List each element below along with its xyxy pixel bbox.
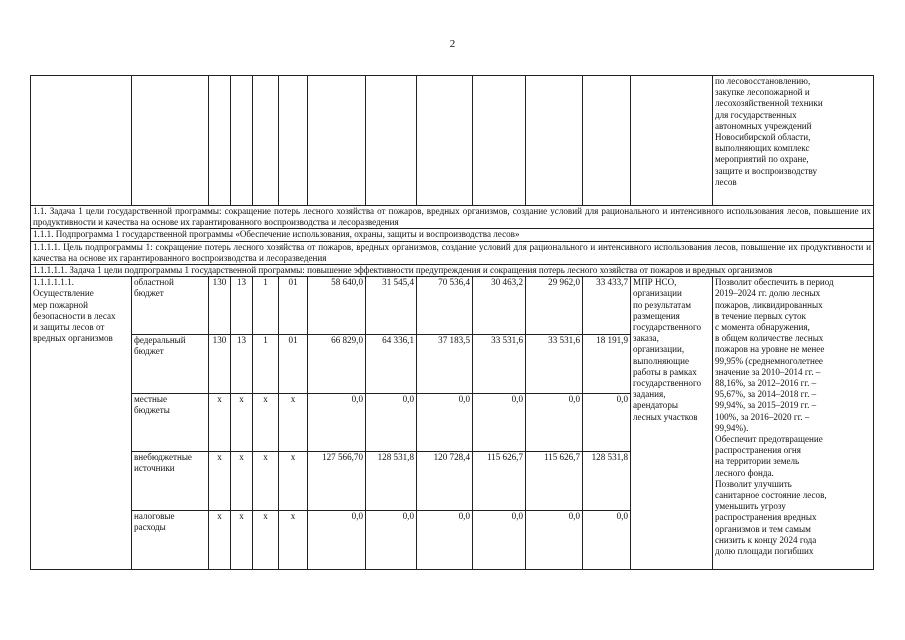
pr-code: х: [253, 452, 279, 511]
empty-cell: [231, 76, 253, 206]
value-cell: 0,0: [417, 511, 473, 570]
value-cell: 58 640,0: [308, 277, 366, 335]
value-cell: 66 829,0: [308, 335, 366, 394]
value-cell: 30 463,2: [473, 277, 526, 335]
value-cell: 33 531,6: [473, 335, 526, 394]
value-cell: 0,0: [473, 394, 526, 452]
empty-cell: [132, 76, 209, 206]
rz-code: х: [231, 452, 253, 511]
empty-cell: [631, 76, 713, 206]
empty-cell: [31, 76, 132, 206]
funding-source: федеральный бюджет: [132, 335, 209, 394]
funding-source: внебюджетные источники: [132, 452, 209, 511]
value-cell: 115 626,7: [526, 452, 583, 511]
value-cell: 29 962,0: [526, 277, 583, 335]
cs-code: 01: [279, 335, 308, 394]
grbs-code: х: [209, 452, 231, 511]
pr-code: х: [253, 394, 279, 452]
value-cell: 33 531,6: [526, 335, 583, 394]
empty-cell: [583, 76, 631, 206]
subprogram-goal-heading: 1.1.1.1. Цель подпрограммы 1: сокращение потерь лесного хозяйства от пожаров, вредных организмов, создание условий для рационального и интенсивного использования лесов, повышение их продуктивности и качества на основе их гарантированного воспроизводства и лесоразведения: [31, 241, 874, 264]
empty-cell: [209, 76, 231, 206]
pr-code: 1: [253, 335, 279, 394]
value-cell: 0,0: [366, 511, 417, 570]
continued-row: [31, 76, 874, 206]
subprogram-heading: 1.1.1. Подпрограмма 1 государственной программы «Обеспечение использования, охраны, защиты и воспроизводства лесов»: [31, 229, 874, 241]
rz-code: х: [231, 511, 253, 570]
task-heading: 1.1. Задача 1 цели государственной программы: сокращение потерь лесного хозяйства от пожаров, вредных организмов, создание условий для рационального и интенсивного использования лесов, повышение их продуктивности и качества на основе их гарантированного воспроизводства и лесоразведения: [31, 206, 874, 229]
value-cell: 0,0: [417, 394, 473, 452]
page-number: 2: [449, 38, 456, 50]
pr-code: 1: [253, 277, 279, 335]
value-cell: 0,0: [583, 394, 631, 452]
measure-executor: МПР НСО, организации по результатам размещения государственного заказа, организации, выполняющие работы в рамках государственного задания, арендаторы лесных участков: [631, 277, 713, 570]
value-cell: 0,0: [526, 394, 583, 452]
result-continued-text: по лесовосстановлению, закупке лесопожарной и лесохозяйственной техники для государственных автономных учреждений Новосибирской области, выполняющих комплекс мероприятий по охране, защите и воспроизводству лесов: [713, 76, 874, 206]
subprogram-task-heading: 1.1.1.1.1. Задача 1 цели подпрограммы 1 государственной программы: повышение эффективности предупреждения и сокращения потерь лесного хозяйства от пожаров и вредных организмов: [31, 265, 874, 277]
value-cell: 18 191,9: [583, 335, 631, 394]
rz-code: х: [231, 394, 253, 452]
program-measures-table: [30, 75, 874, 570]
value-cell: 128 531,8: [583, 452, 631, 511]
cs-code: х: [279, 452, 308, 511]
value-cell: 115 626,7: [473, 452, 526, 511]
empty-cell: [366, 76, 417, 206]
rz-code: 13: [231, 277, 253, 335]
empty-cell: [308, 76, 366, 206]
funding-source: налоговые расходы: [132, 511, 209, 570]
value-cell: 33 433,7: [583, 277, 631, 335]
rz-code: 13: [231, 335, 253, 394]
funding-source: областной бюджет: [132, 277, 209, 335]
value-cell: 0,0: [526, 511, 583, 570]
value-cell: 0,0: [308, 394, 366, 452]
value-cell: 127 566,70: [308, 452, 366, 511]
empty-cell: [417, 76, 473, 206]
grbs-code: х: [209, 511, 231, 570]
value-cell: 31 545,4: [366, 277, 417, 335]
empty-cell: [279, 76, 308, 206]
value-cell: 70 536,4: [417, 277, 473, 335]
grbs-code: 130: [209, 277, 231, 335]
value-cell: 0,0: [583, 511, 631, 570]
value-cell: 0,0: [308, 511, 366, 570]
empty-cell: [526, 76, 583, 206]
value-cell: 0,0: [366, 394, 417, 452]
cs-code: х: [279, 394, 308, 452]
value-cell: 120 728,4: [417, 452, 473, 511]
funding-source: местные бюджеты: [132, 394, 209, 452]
value-cell: 128 531,8: [366, 452, 417, 511]
table-row: [31, 277, 874, 335]
value-cell: 64 336,1: [366, 335, 417, 394]
measure-result: Позволит обеспечить в период 2019–2024 гг. долю лесных пожаров, ликвидированных в течение первых суток с момента обнаружения, в общем количестве лесных пожаров на уровне не менее 99,95% (среднемноголетнее значение за 2010–2014 гг. – 88,16%, за 2012–2016 гг. – 95,67%, за 2014–2018 гг. – 99,94%, за 2015–2019 гг. – 100%, за 2016–2020 гг. – 99,94%). Обеспечит предотвращение распространения огня на территории земель лесного фонда. Позволит улучшить санитарное состояние лесов, уменьшить угрозу распространения вредных организмов и тем самым снизить к концу 2024 года долю площади погибших: [713, 277, 874, 570]
value-cell: 0,0: [473, 511, 526, 570]
measure-name: 1.1.1.1.1.1. Осуществление мер пожарной безопасности в лесах и защиты лесов от вредных организмов: [31, 277, 132, 570]
empty-cell: [253, 76, 279, 206]
cs-code: 01: [279, 277, 308, 335]
cs-code: х: [279, 511, 308, 570]
empty-cell: [473, 76, 526, 206]
grbs-code: 130: [209, 335, 231, 394]
pr-code: х: [253, 511, 279, 570]
grbs-code: х: [209, 394, 231, 452]
value-cell: 37 183,5: [417, 335, 473, 394]
